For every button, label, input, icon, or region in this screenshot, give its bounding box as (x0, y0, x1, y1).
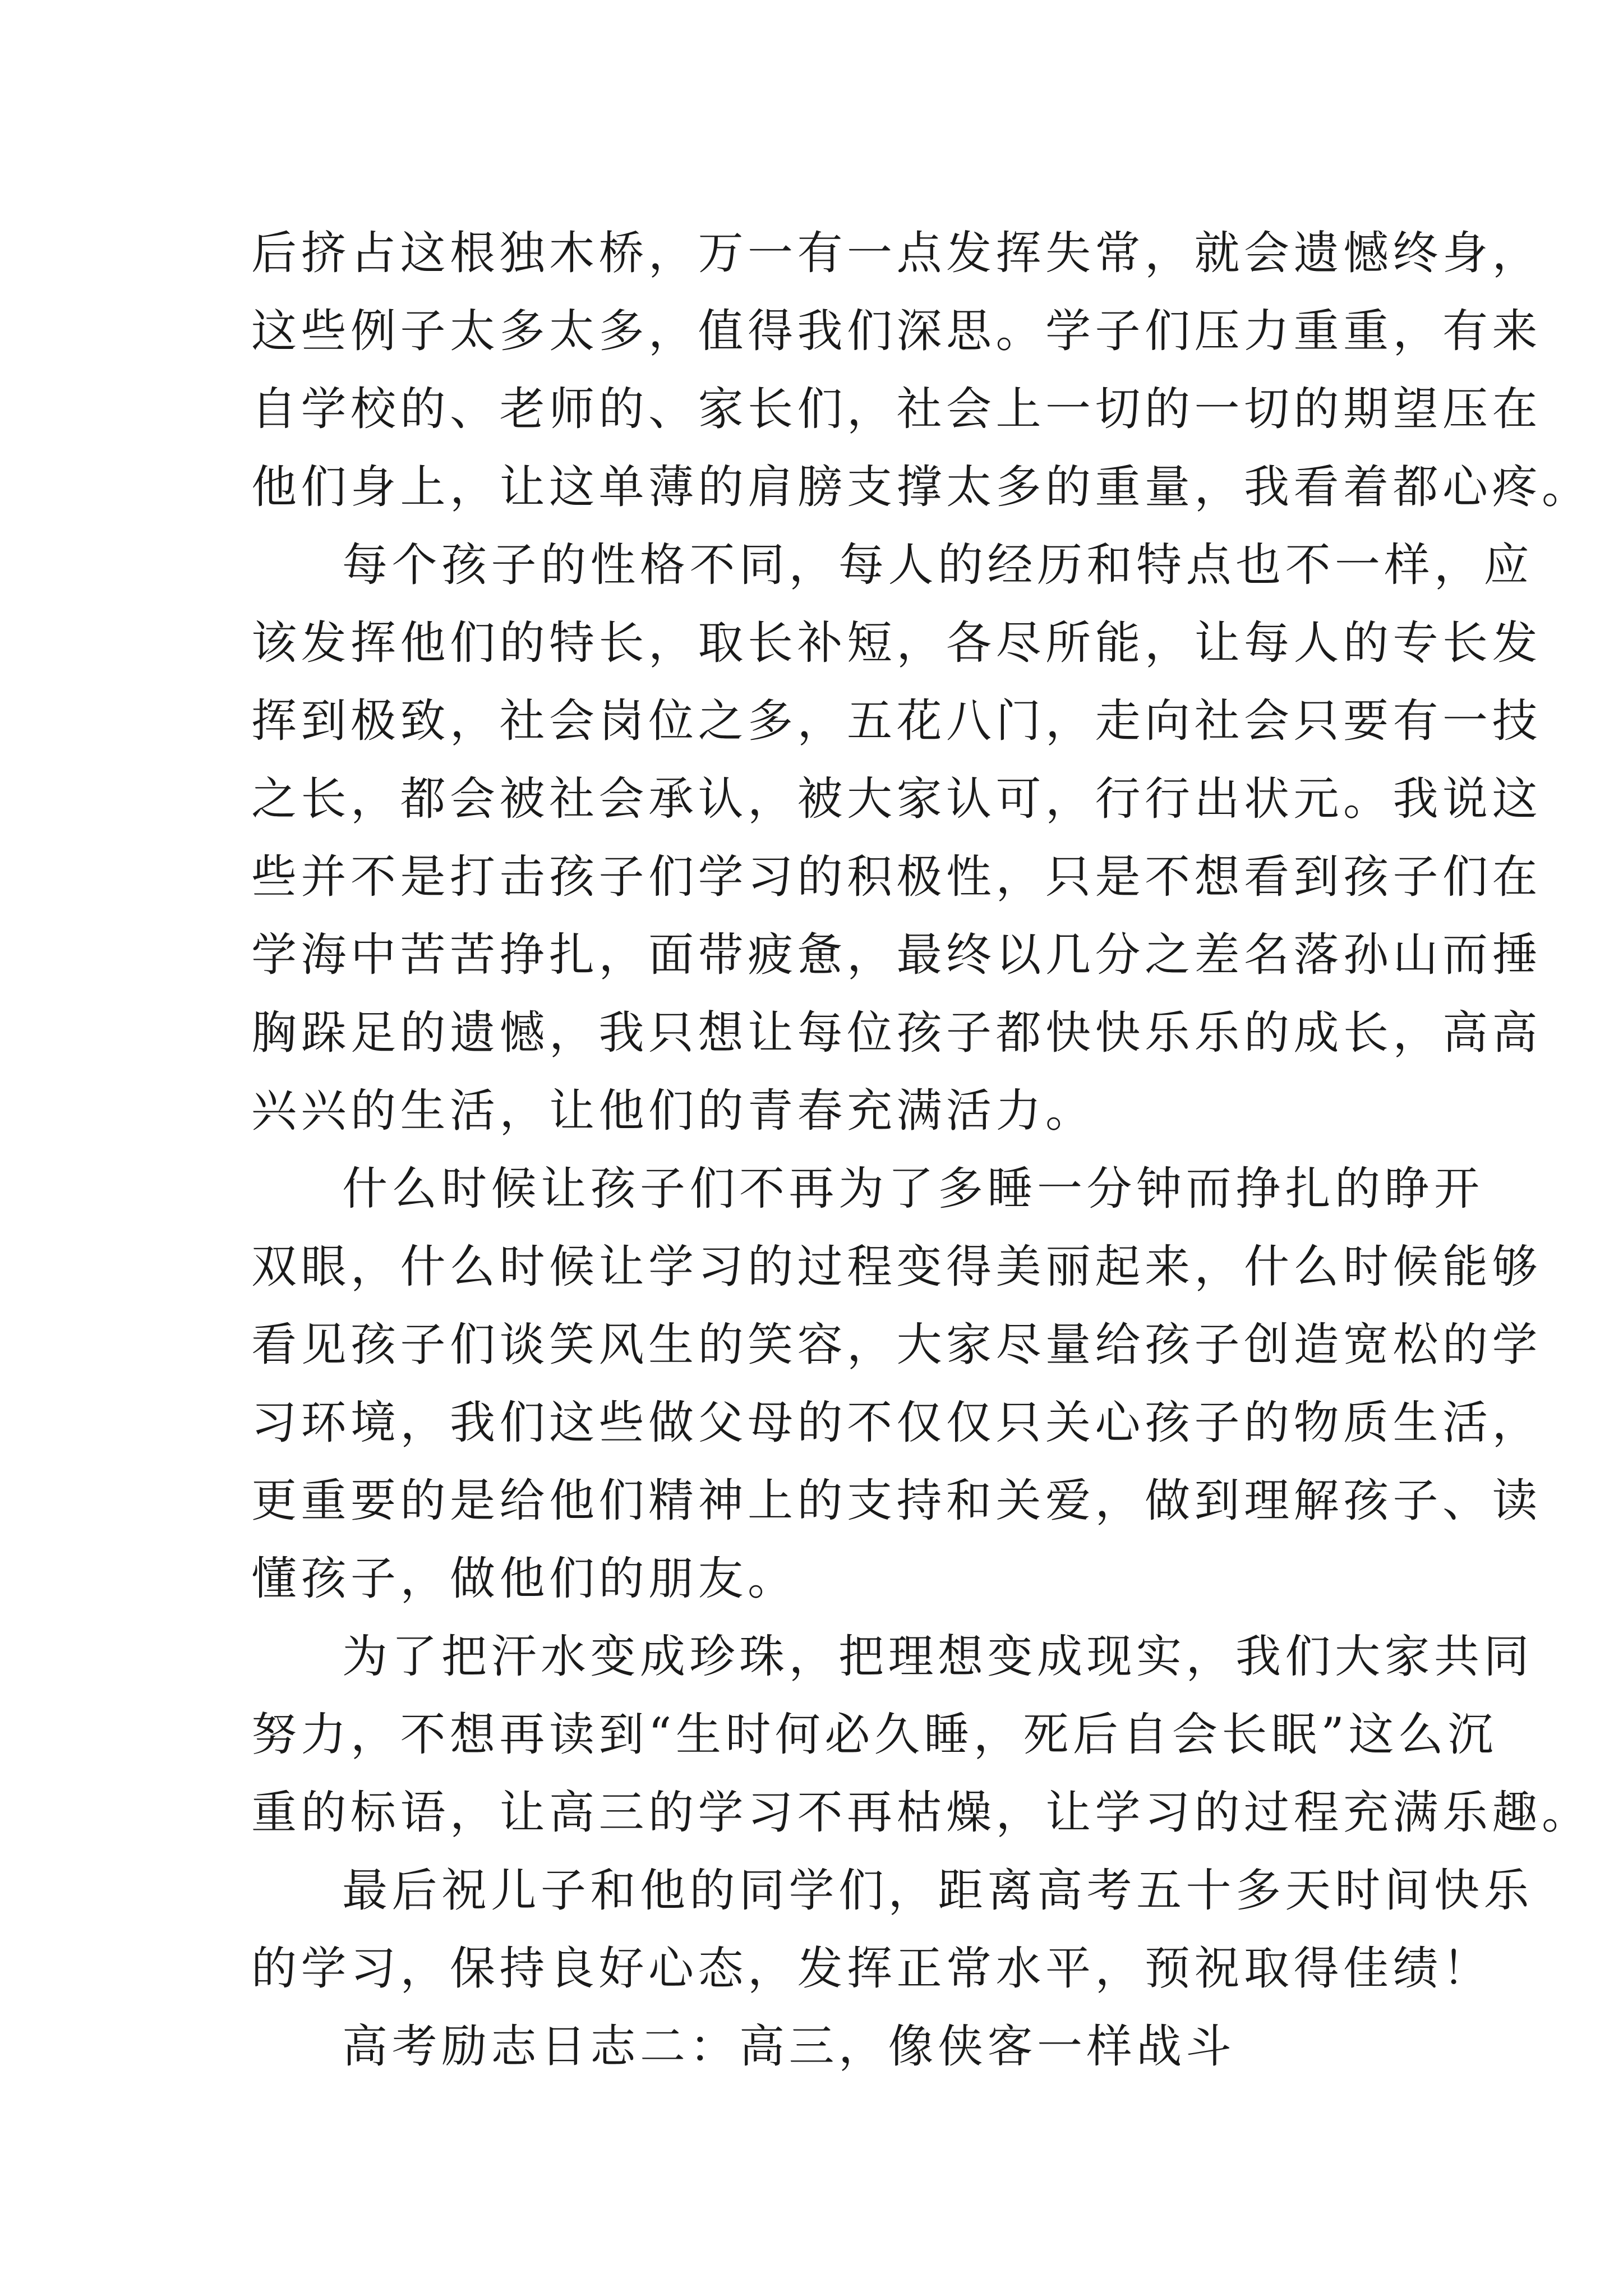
text-line: 兴兴的生活，让他们的青春充满活力。 (251, 1085, 1095, 1138)
text-line: 更重要的是给他们精神上的支持和关爱，做到理解孩子、读 (251, 1475, 1542, 1527)
paragraph-first-line: 每个孩子的性格不同，每人的经历和特点也不一样，应 (342, 539, 1534, 592)
text-line: 他们身上，让这单薄的肩膀支撑太多的重量，我看着都心疼。 (251, 461, 1592, 514)
text-line: 重的标语，让高三的学习不再枯燥，让学习的过程充满乐趣。 (251, 1787, 1592, 1839)
text-line: 些并不是打击孩子们学习的积极性，只是不想看到孩子们在 (251, 851, 1542, 904)
text-line: 胸跺足的遗憾，我只想让每位孩子都快快乐乐的成长，高高 (251, 1007, 1542, 1060)
section-heading: 高考励志日志二：高三，像侠客一样战斗 (342, 2021, 1236, 2073)
paragraph-first-line: 为了把汗水变成珍珠，把理想变成现实，我们大家共同 (342, 1631, 1534, 1683)
text-line: 学海中苦苦挣扎，面带疲惫，最终以几分之差名落孙山而捶 (251, 929, 1542, 982)
text-line: 后挤占这根独木桥，万一有一点发挥失常，就会遗憾终身， (251, 227, 1542, 280)
text-line: 自学校的、老师的、家长们，社会上一切的一切的期望压在 (251, 383, 1542, 436)
text-line: 这些例子太多太多，值得我们深思。学子们压力重重，有来 (251, 305, 1542, 358)
text-line: 努力，不想再读到“生时何必久睡，死后自会长眠”这么沉 (251, 1709, 1497, 1761)
paragraph-first-line: 什么时候让孩子们不再为了多睡一分钟而挣扎的睁开 (342, 1163, 1484, 1216)
text-line: 之长，都会被社会承认，被大家认可，行行出状元。我说这 (251, 773, 1542, 826)
text-line: 挥到极致，社会岗位之多，五花八门，走向社会只要有一技 (251, 695, 1542, 748)
text-line: 看见孩子们谈笑风生的笑容，大家尽量给孩子创造宽松的学 (251, 1319, 1542, 1372)
paragraph-first-line: 最后祝儿子和他的同学们，距离高考五十多天时间快乐 (342, 1865, 1534, 1917)
text-line: 的学习，保持良好心态，发挥正常水平，预祝取得佳绩！ (251, 1943, 1492, 1995)
text-line: 习环境，我们这些做父母的不仅仅只关心孩子的物质生活， (251, 1397, 1542, 1450)
text-line: 双眼，什么时候让学习的过程变得美丽起来，什么时候能够 (251, 1241, 1542, 1294)
text-line: 懂孩子，做他们的朋友。 (251, 1553, 797, 1605)
text-line: 该发挥他们的特长，取长补短，各尽所能，让每人的专长发 (251, 617, 1542, 670)
